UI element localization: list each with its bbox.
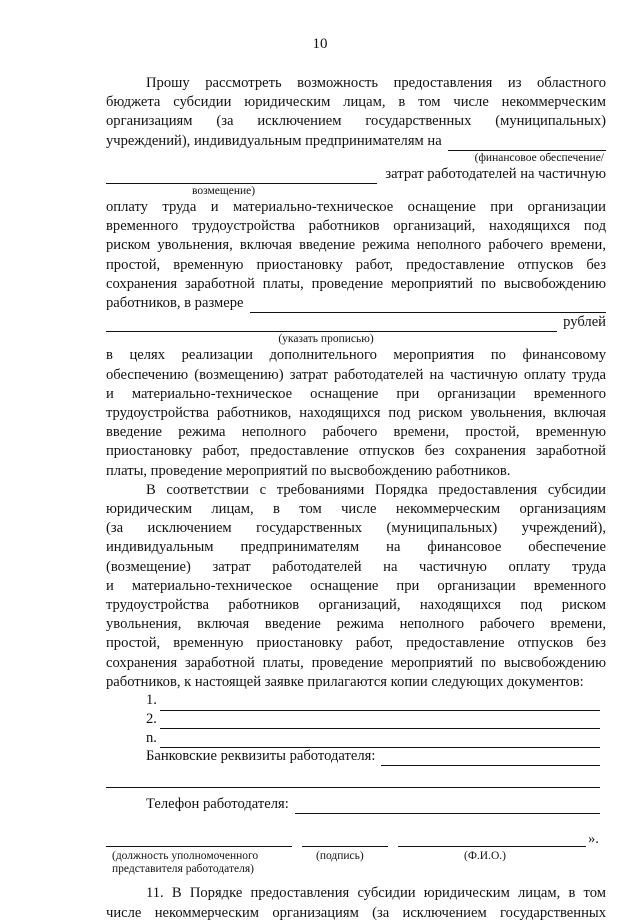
text-line: Прошу рассмотреть возможность предоставления из областного [146, 75, 606, 91]
signature-blank[interactable] [302, 828, 388, 847]
text-line: сохранения заработной платы, проведение мероприятий по высвобождению [106, 275, 606, 292]
purpose-continuation-row [106, 165, 606, 184]
list-item-number: n. [146, 729, 157, 746]
text-line: простой, временную приостановку работ, предоставление отпусков без [106, 256, 606, 273]
signature-block [106, 828, 606, 876]
amount-words-row [106, 313, 606, 332]
amount-hint: (указать прописью) [278, 333, 374, 346]
text-line: юридическим лицам, в том числе некоммерческим организациям [106, 501, 606, 517]
amount-blank[interactable] [250, 298, 607, 313]
phone-label: Телефон работодателя: [146, 796, 289, 813]
position-label-line: представителя работодателя) [112, 863, 254, 876]
list-item-blank[interactable] [160, 714, 600, 729]
page-number: 10 [312, 36, 328, 52]
request-paragraph [106, 74, 606, 346]
list-item-number: 2. [146, 711, 157, 728]
text-line: риском увольнения, включая введение режима неполного рабочего времени, [106, 237, 606, 254]
bank-details-row [106, 748, 606, 767]
text-line: платы, проведение мероприятий по высвобождению работников. [106, 462, 511, 479]
list-item [106, 711, 606, 730]
list-item [106, 729, 606, 748]
name-blank[interactable] [398, 828, 586, 847]
text-line: и материально-техническое оснащение при организации временного [106, 385, 606, 402]
text-line: сохранения заработной платы, проведение мероприятий по высвобождению [106, 654, 606, 671]
purpose-row [106, 132, 606, 151]
text-line: работников, в размере [106, 294, 244, 311]
bank-details-label: Банковские реквизиты работодателя: [146, 748, 376, 765]
signature-label: (подпись) [316, 850, 364, 863]
purpose-hint: (финансовое обеспечение/ [474, 151, 604, 164]
position-label [112, 850, 258, 876]
text-line: (за исключением государственных (муниципальных) учреждений), [106, 520, 606, 537]
attachments-paragraph [106, 481, 606, 692]
text-line: 11. В Порядке предоставления субсидии юридическим лицам, в том [146, 885, 606, 902]
text-line: и материально-техническое оснащение при организации временного [106, 577, 606, 594]
purpose-hint-2: возмещение) [192, 184, 256, 197]
bank-details-row-2 [106, 766, 606, 788]
text-line: временного трудоустройства работников организаций, находящихся под [106, 218, 606, 235]
text-line: затрат работодателей на частичную [385, 165, 606, 182]
text-line: в целях реализации дополнительного мероприятия по финансовому [106, 347, 606, 364]
text-line: обеспечению (возмещению) затрат работодателей на частичную оплату труда [106, 366, 606, 383]
document-body [106, 74, 606, 923]
text-line: учреждений), индивидуальным предпринимателям на [106, 132, 442, 149]
amount-words-blank[interactable] [106, 317, 557, 332]
text-line: простой, временную приостановку работ, предоставление отпусков без [106, 635, 606, 652]
text-line: числе некоммерческим организациям (за исключением государственных [106, 904, 606, 921]
list-item-blank[interactable] [160, 733, 600, 748]
phone-blank[interactable] [295, 799, 600, 814]
list-item [106, 692, 606, 711]
text-line: бюджета субсидии юридическим лицам, в том числе некоммерческим [106, 94, 606, 111]
position-label-line: (должность уполномоченного [112, 850, 259, 863]
list-item-blank[interactable] [160, 696, 600, 711]
text-line: введение режима неполного рабочего времени, простой, временную [106, 424, 606, 441]
position-blank[interactable] [106, 828, 292, 847]
text-line: работников, к настоящей заявке прилагаются копии следующих документов: [106, 673, 584, 690]
attachments-list [106, 692, 606, 748]
closing-quote: ». [588, 831, 599, 848]
purpose-blank[interactable] [448, 136, 606, 151]
text-line: индивидуальным предпринимателям на финансовое обеспечение [106, 539, 606, 556]
bank-details-blank[interactable] [381, 751, 600, 766]
text-line: увольнения, включая введение режима неполного рабочего времени, [106, 616, 606, 633]
text-line: (возмещение) затрат работодателей на частичную оплату труда [106, 558, 606, 575]
text-line: оплату труда и материально-техническое оснащение при организации [106, 198, 606, 215]
text-line: трудоустройства работников организаций, находящихся под риском [106, 597, 606, 614]
purpose-paragraph [106, 346, 606, 480]
text-line: приостановку работ, предоставление отпусков без сохранения заработной [106, 443, 606, 460]
text-line: организациям (за исключением государственных (муниципальных) [106, 113, 606, 130]
list-item-number: 1. [146, 692, 157, 709]
bank-details-blank-2[interactable] [106, 773, 600, 788]
phone-row [106, 788, 606, 814]
text-line: трудоустройства работников, находящихся под риском увольнения, включая [106, 404, 606, 421]
purpose-blank-2[interactable] [106, 169, 377, 184]
amendment-paragraph [106, 884, 606, 922]
text-line: В соответствии с требованиями Порядка предоставления субсидии [146, 481, 606, 498]
currency-label: рублей [563, 314, 606, 331]
amount-row [106, 294, 606, 313]
name-label: (Ф.И.О.) [464, 850, 506, 863]
